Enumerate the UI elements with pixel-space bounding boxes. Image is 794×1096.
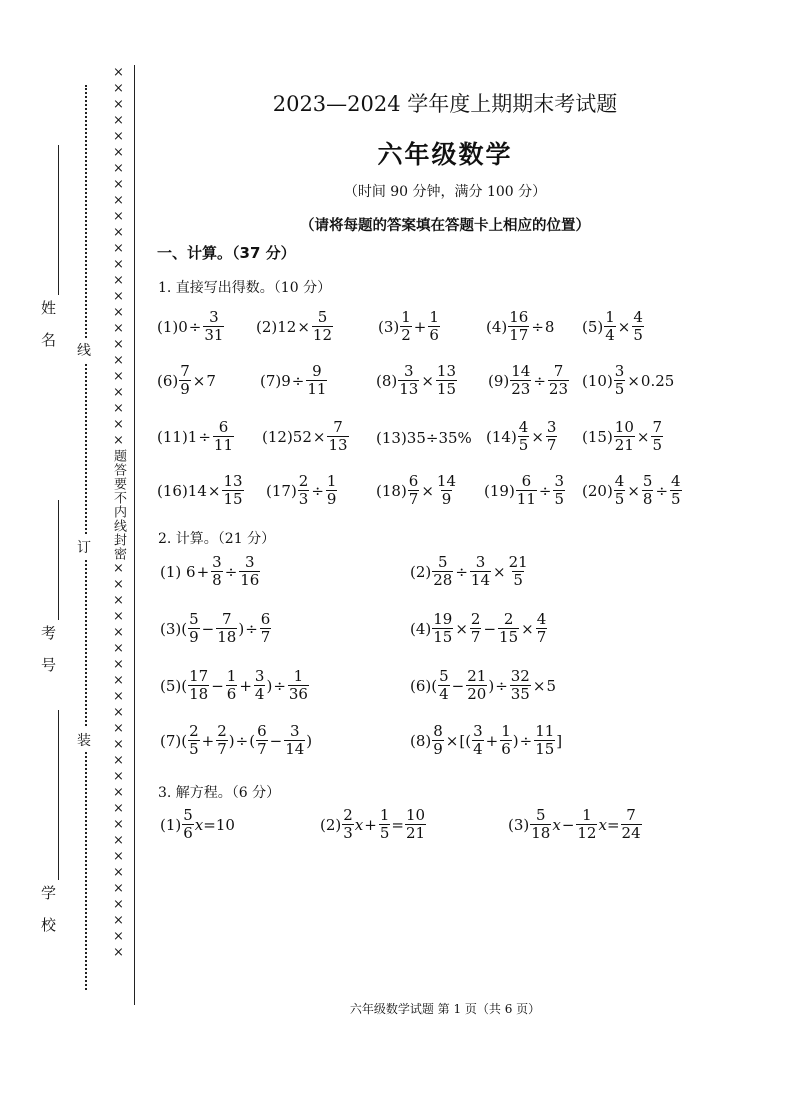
problem-1-17: (17) $\frac{2}{3}$ ÷ $\frac{1}{9}$: [266, 472, 337, 508]
problem-2-6: (6)( $\frac{5}{4}$ − $\frac{21}{20}$ ) ÷ $\frac{32}{35}$ × 5: [410, 667, 556, 703]
part1-title: 1. 直接写出得数。（10 分）: [158, 280, 332, 296]
problem-1-9: (9) $\frac{14}{23}$ ÷ $\frac{7}{23}$: [488, 362, 569, 398]
dotted-word-staple: 订: [77, 535, 91, 559]
instruction: （请将每题的答案填在答题卡上相应的位置）: [300, 218, 590, 234]
school-label: 学 校: [39, 885, 57, 938]
equation-2: (2) $\frac{2}{3}$ x + $\frac{1}{5}$ = $\frac{10}{21}$: [320, 806, 426, 842]
binding-margin: [0, 0, 140, 1096]
seal-line-text: ××××××××××××××××××××××××题答要不内线封密×××××××××××××××××××××××××: [111, 65, 126, 961]
problem-2-5: (5)( $\frac{17}{18}$ − $\frac{1}{6}$ + $\frac{3}{4}$ ) ÷ $\frac{1}{36}$: [160, 667, 308, 703]
problem-2-1: (1) 6 + $\frac{3}{8}$ ÷ $\frac{3}{16}$: [160, 553, 260, 589]
time-info: （时间 90 分钟，满分 100 分）: [343, 184, 547, 200]
dotted-word-bind: 装: [77, 728, 91, 752]
problem-1-11: (11)1 ÷ $\frac{6}{11}$: [157, 418, 234, 454]
exam-number-label: 考 号: [39, 625, 57, 678]
section-title: 一、计算。（37 分）: [157, 244, 296, 262]
part2-title: 2. 计算。（21 分）: [158, 531, 276, 547]
problem-1-19: (19) $\frac{6}{11}$ ÷ $\frac{3}{5}$: [484, 472, 565, 508]
seal-solid-line: [134, 65, 135, 1005]
problem-1-6: (6) $\frac{7}{9}$ × 7: [157, 362, 216, 398]
problem-1-12: (12)52 × $\frac{7}{13}$: [262, 418, 348, 454]
problem-1-2: (2)12 × $\frac{5}{12}$: [256, 308, 333, 344]
problem-1-7: (7)9 ÷ $\frac{9}{11}$: [260, 362, 327, 398]
exam-number-underline: [58, 500, 59, 620]
problem-1-16: (16)14 × $\frac{13}{15}$: [157, 472, 243, 508]
part3-title: 3. 解方程。（6 分）: [158, 785, 281, 801]
problem-1-20: (20) $\frac{4}{5}$ × $\frac{5}{8}$ ÷ $\frac{4}{5}$: [582, 472, 681, 508]
name-label: 姓 名: [39, 300, 57, 353]
problem-2-3: (3)( $\frac{5}{9}$ − $\frac{7}{18}$ ) ÷ $\frac{6}{7}$: [160, 610, 271, 646]
equation-1: (1) $\frac{5}{6}$ x =10: [160, 806, 235, 842]
problem-1-15: (15) $\frac{10}{21}$ × $\frac{7}{5}$: [582, 418, 663, 454]
page-footer: 六年级数学试题 第 1 页（共 6 页）: [349, 1002, 541, 1016]
problem-1-10: (10) $\frac{3}{5}$ × 0.25: [582, 362, 675, 398]
problem-2-2: (2) $\frac{5}{28}$ ÷ $\frac{3}{14}$ × $\frac{21}{5}$: [410, 553, 528, 589]
subject-title: 六年级数学: [377, 140, 513, 169]
problem-1-5: (5) $\frac{1}{4}$ × $\frac{4}{5}$: [582, 308, 643, 344]
problem-1-1: (1)0 ÷ $\frac{3}{31}$: [157, 308, 224, 344]
problem-1-8: (8) $\frac{3}{13}$ × $\frac{13}{15}$: [376, 362, 457, 398]
school-underline: [58, 710, 59, 880]
dotted-word-line: 线: [77, 338, 91, 362]
problem-1-3: (3) $\frac{1}{2}$ + $\frac{1}{6}$: [378, 308, 439, 344]
problem-2-8: (8) $\frac{8}{9}$ × [( $\frac{3}{4}$ + $\frac{1}{6}$ ) ÷ $\frac{11}{15}$ ]: [410, 722, 563, 758]
exam-title: 2023—2024 学年度上期期末考试题: [272, 92, 618, 116]
problem-1-18: (18) $\frac{6}{7}$ × $\frac{14}{9}$: [376, 472, 457, 508]
problem-2-4: (4) $\frac{19}{15}$ × $\frac{2}{7}$ − $\frac{2}{15}$ × $\frac{4}{7}$: [410, 610, 547, 646]
problem-1-14: (14) $\frac{4}{5}$ × $\frac{3}{7}$: [486, 418, 557, 454]
problem-1-4: (4) $\frac{16}{17}$ ÷ 8: [486, 308, 555, 344]
equation-3: (3) $\frac{5}{18}$ x − $\frac{1}{12}$ x = $\frac{7}{24}$: [508, 806, 641, 842]
problem-2-7: (7)( $\frac{2}{5}$ + $\frac{2}{7}$ ) ÷ ( $\frac{6}{7}$ − $\frac{3}{14}$ ): [160, 722, 313, 758]
problem-1-13: (13)35÷35%: [376, 429, 472, 447]
name-underline: [58, 145, 59, 295]
